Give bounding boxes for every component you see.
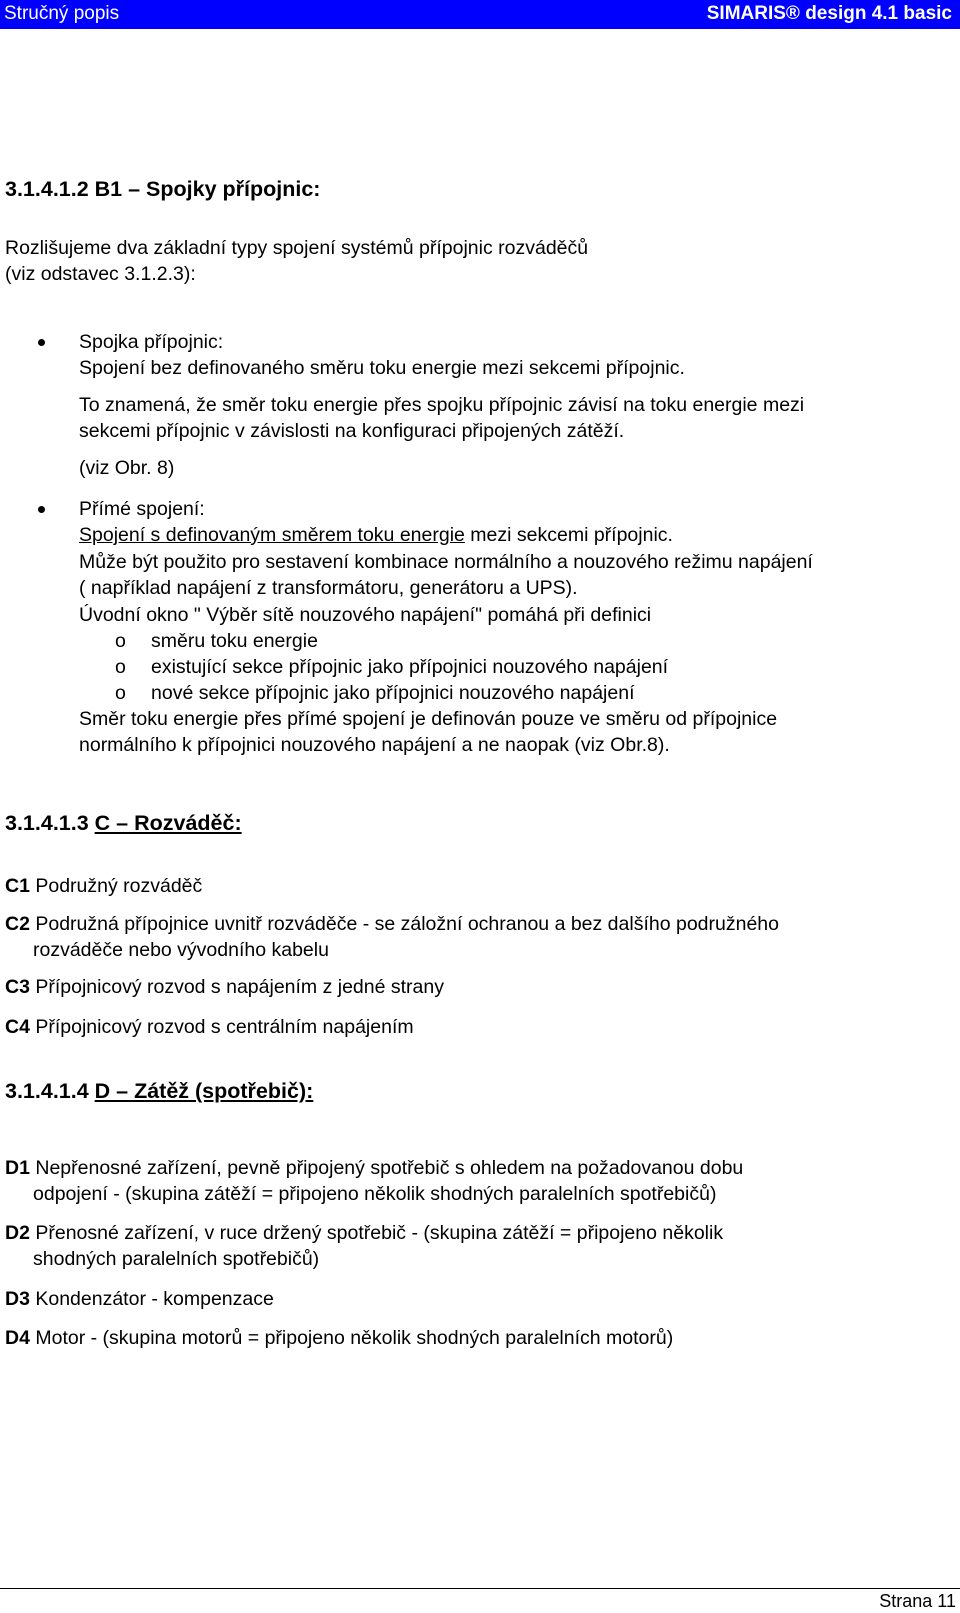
item-text: Motor - (skupina motorů = připojeno několik shodných paralelních motorů) (35, 1327, 674, 1349)
item-c4 (5, 1015, 414, 1039)
item-code: C3 (5, 976, 30, 998)
bullet2-line-2: Může být použito pro sestavení kombinace normálního a nouzového režimu napájení (79, 551, 813, 573)
item-text: Kondenzátor - kompenzace (35, 1288, 274, 1310)
bullet2-line-4: Úvodní okno " Výběr sítě nouzového napájení" pomáhá při definici (79, 604, 652, 626)
sub-item-marker: o (115, 682, 126, 704)
header-left-text: Stručný popis (4, 3, 120, 24)
item-code: C4 (5, 1016, 30, 1038)
bullet-dot (38, 339, 45, 346)
section-d-title (5, 1079, 313, 1103)
bullet2-line-1-rest: mezi sekcemi přípojnic. (464, 524, 673, 546)
item-c2 (5, 912, 779, 936)
bullet1-line-2: To znamená, že směr toku energie přes spojku přípojnic závisí na toku energie mezi (79, 394, 805, 416)
bullet2-line-1 (79, 523, 673, 547)
item-text: Nepřenosné zařízení, pevně připojený spotřebič s ohledem na požadovanou dobu (35, 1157, 744, 1179)
sub-item-1: směru toku energie (151, 630, 318, 652)
item-code: D4 (5, 1327, 30, 1349)
bullet2-title: Přímé spojení: (79, 498, 205, 520)
item-text: Přípojnicový rozvod s napájením z jedné strany (35, 976, 444, 998)
section-b1-title: 3.1.4.1.2 B1 – Spojky přípojnic: (5, 177, 321, 201)
sub-item-2: existující sekce přípojnic jako přípojnici nouzového napájení (151, 656, 669, 678)
bullet2-closing-2: normálního k přípojnici nouzového napájení a ne naopak (viz Obr.8). (79, 734, 670, 756)
bullet2-closing-1: Směr toku energie přes přímé spojení je definován pouze ve směru od přípojnice (79, 708, 778, 730)
section-c-heading: C – Rozváděč: (94, 811, 242, 835)
item-code: D1 (5, 1157, 30, 1179)
item-text: Podružná přípojnice uvnitř rozváděče - se záložní ochranou a bez dalšího podružného (35, 913, 779, 935)
item-text: Přípojnicový rozvod s centrálním napájením (35, 1016, 414, 1038)
item-code: C1 (5, 875, 30, 897)
sub-item-3: nové sekce přípojnic jako přípojnici nouzového napájení (151, 682, 635, 704)
item-d2 (5, 1221, 723, 1245)
item-code: C2 (5, 913, 30, 935)
sub-item-marker: o (115, 630, 126, 652)
bullet2-line-1-underlined: Spojení s definovaným směrem toku energie (79, 524, 465, 546)
b1-intro-line-2: (viz odstavec 3.1.2.3): (5, 263, 196, 285)
item-d2-continuation: shodných paralelních spotřebičů) (33, 1248, 320, 1270)
page-number: Strana 11 (879, 1591, 956, 1611)
footer-divider (0, 1588, 960, 1589)
item-d1-continuation: odpojení - (skupina zátěží = připojeno několik shodných paralelních spotřebičů) (33, 1183, 717, 1205)
header-right-text: SIMARIS® design 4.1 basic (706, 3, 952, 24)
section-d-number: 3.1.4.1.4 (5, 1079, 95, 1103)
b1-intro-line-1: Rozlišujeme dva základní typy spojení systémů přípojnic rozváděčů (5, 237, 589, 259)
item-d3 (5, 1287, 274, 1311)
item-d4 (5, 1326, 673, 1350)
bullet1-line-1: Spojení bez definovaného směru toku energie mezi sekcemi přípojnic. (79, 357, 685, 379)
item-c3 (5, 975, 444, 999)
section-d-heading: D – Zátěž (spotřebič): (94, 1079, 314, 1103)
item-text: Podružný rozváděč (35, 875, 203, 897)
bullet1-title: Spojka přípojnic: (79, 331, 224, 353)
item-text: Přenosné zařízení, v ruce držený spotřebič - (skupina zátěží = připojeno několik (35, 1222, 724, 1244)
item-code: D3 (5, 1288, 30, 1310)
bullet1-line-3: sekcemi přípojnic v závislosti na konfiguraci připojených zátěží. (79, 420, 625, 442)
section-c-number: 3.1.4.1.3 (5, 811, 95, 835)
item-d1 (5, 1156, 743, 1180)
item-c2-continuation: rozváděče nebo vývodního kabelu (33, 939, 329, 961)
bullet1-line-4: (viz Obr. 8) (79, 457, 175, 479)
sub-item-marker: o (115, 656, 126, 678)
bullet2-line-3: ( například napájení z transformátoru, generátoru a UPS). (79, 577, 578, 599)
item-code: D2 (5, 1222, 30, 1244)
section-c-title (5, 811, 242, 835)
bullet-dot (38, 506, 45, 513)
page-header (0, 0, 960, 29)
item-c1 (5, 874, 202, 898)
